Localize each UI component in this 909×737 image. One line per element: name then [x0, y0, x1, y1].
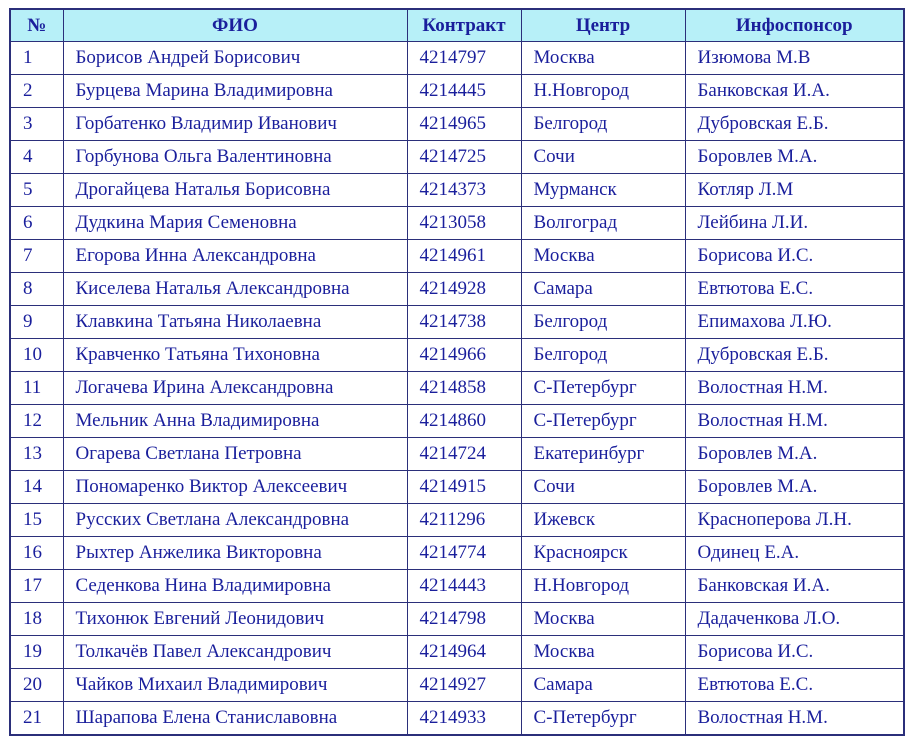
cell-contract: 4214928: [407, 273, 521, 306]
cell-fio: Егорова Инна Александровна: [63, 240, 407, 273]
table-row: [10, 42, 904, 75]
cell-fio: Мельник Анна Владимировна: [63, 405, 407, 438]
table-row: [10, 636, 904, 669]
cell-contract: 4213058: [407, 207, 521, 240]
table-row: [10, 669, 904, 702]
cell-sponsor: Одинец Е.А.: [685, 537, 904, 570]
table-row: [10, 570, 904, 603]
cell-fio: Чайков Михаил Владимирович: [63, 669, 407, 702]
cell-contract: 4211296: [407, 504, 521, 537]
cell-center: Самара: [521, 273, 685, 306]
cell-contract: 4214966: [407, 339, 521, 372]
cell-num: 2: [10, 75, 63, 108]
cell-num: 12: [10, 405, 63, 438]
cell-center: Н.Новгород: [521, 75, 685, 108]
header-center: Центр: [521, 9, 685, 42]
cell-num: 21: [10, 702, 63, 736]
cell-center: Красноярск: [521, 537, 685, 570]
cell-fio: Киселева Наталья Александровна: [63, 273, 407, 306]
cell-sponsor: Боровлев М.А.: [685, 141, 904, 174]
cell-num: 17: [10, 570, 63, 603]
table-row: [10, 702, 904, 736]
cell-center: Н.Новгород: [521, 570, 685, 603]
cell-fio: Горбатенко Владимир Иванович: [63, 108, 407, 141]
cell-center: Москва: [521, 636, 685, 669]
cell-sponsor: Красноперова Л.Н.: [685, 504, 904, 537]
cell-center: Сочи: [521, 471, 685, 504]
header-contract: Контракт: [407, 9, 521, 42]
cell-contract: 4214915: [407, 471, 521, 504]
cell-fio: Бурцева Марина Владимировна: [63, 75, 407, 108]
cell-contract: 4214933: [407, 702, 521, 736]
cell-center: С-Петербург: [521, 405, 685, 438]
cell-sponsor: Волостная Н.М.: [685, 702, 904, 736]
cell-fio: Седенкова Нина Владимировна: [63, 570, 407, 603]
cell-contract: 4214774: [407, 537, 521, 570]
cell-contract: 4214798: [407, 603, 521, 636]
cell-sponsor: Дадаченкова Л.О.: [685, 603, 904, 636]
cell-sponsor: Дубровская Е.Б.: [685, 108, 904, 141]
table-row: [10, 537, 904, 570]
cell-fio: Русских Светлана Александровна: [63, 504, 407, 537]
table-row: [10, 174, 904, 207]
cell-fio: Огарева Светлана Петровна: [63, 438, 407, 471]
cell-num: 18: [10, 603, 63, 636]
cell-contract: 4214373: [407, 174, 521, 207]
header-num: №: [10, 9, 63, 42]
cell-contract: 4214965: [407, 108, 521, 141]
cell-contract: 4214964: [407, 636, 521, 669]
cell-center: Волгоград: [521, 207, 685, 240]
cell-sponsor: Волостная Н.М.: [685, 372, 904, 405]
cell-sponsor: Дубровская Е.Б.: [685, 339, 904, 372]
table-row: [10, 438, 904, 471]
cell-fio: Толкачёв Павел Александрович: [63, 636, 407, 669]
cell-center: Москва: [521, 603, 685, 636]
cell-contract: 4214858: [407, 372, 521, 405]
cell-center: Москва: [521, 42, 685, 75]
cell-center: Москва: [521, 240, 685, 273]
cell-contract: 4214724: [407, 438, 521, 471]
header-fio: ФИО: [63, 9, 407, 42]
cell-contract: 4214725: [407, 141, 521, 174]
cell-fio: Тихонюк Евгений Леонидович: [63, 603, 407, 636]
cell-fio: Кравченко Татьяна Тихоновна: [63, 339, 407, 372]
cell-sponsor: Борисова И.С.: [685, 240, 904, 273]
cell-num: 19: [10, 636, 63, 669]
cell-num: 1: [10, 42, 63, 75]
header-sponsor: Инфоспонсор: [685, 9, 904, 42]
table-header: [10, 9, 904, 42]
cell-sponsor: Лейбина Л.И.: [685, 207, 904, 240]
cell-contract: 4214445: [407, 75, 521, 108]
cell-contract: 4214860: [407, 405, 521, 438]
table-row: [10, 372, 904, 405]
cell-num: 7: [10, 240, 63, 273]
cell-contract: 4214961: [407, 240, 521, 273]
cell-sponsor: Епимахова Л.Ю.: [685, 306, 904, 339]
table-row: [10, 339, 904, 372]
cell-sponsor: Изюмова М.В: [685, 42, 904, 75]
table-row: [10, 306, 904, 339]
cell-center: С-Петербург: [521, 372, 685, 405]
table-row: [10, 603, 904, 636]
cell-center: Самара: [521, 669, 685, 702]
cell-center: Мурманск: [521, 174, 685, 207]
cell-contract: 4214797: [407, 42, 521, 75]
cell-fio: Рыхтер Анжелика Викторовна: [63, 537, 407, 570]
cell-num: 13: [10, 438, 63, 471]
cell-fio: Дрогайцева Наталья Борисовна: [63, 174, 407, 207]
cell-fio: Борисов Андрей Борисович: [63, 42, 407, 75]
cell-center: Сочи: [521, 141, 685, 174]
cell-contract: 4214927: [407, 669, 521, 702]
cell-sponsor: Борисова И.С.: [685, 636, 904, 669]
cell-num: 9: [10, 306, 63, 339]
cell-center: Белгород: [521, 339, 685, 372]
cell-sponsor: Котляр Л.М: [685, 174, 904, 207]
participants-table: [9, 8, 905, 736]
cell-fio: Дудкина Мария Семеновна: [63, 207, 407, 240]
cell-fio: Шарапова Елена Станиславовна: [63, 702, 407, 736]
cell-center: Ижевск: [521, 504, 685, 537]
cell-sponsor: Евтютова Е.С.: [685, 273, 904, 306]
cell-center: Екатеринбург: [521, 438, 685, 471]
header-row: [10, 9, 904, 42]
cell-center: Белгород: [521, 108, 685, 141]
cell-num: 5: [10, 174, 63, 207]
cell-sponsor: Евтютова Е.С.: [685, 669, 904, 702]
cell-center: С-Петербург: [521, 702, 685, 736]
cell-num: 11: [10, 372, 63, 405]
cell-sponsor: Волостная Н.М.: [685, 405, 904, 438]
cell-sponsor: Боровлев М.А.: [685, 471, 904, 504]
cell-num: 3: [10, 108, 63, 141]
table-row: [10, 504, 904, 537]
table-row: [10, 240, 904, 273]
cell-fio: Логачева Ирина Александровна: [63, 372, 407, 405]
cell-center: Белгород: [521, 306, 685, 339]
cell-num: 14: [10, 471, 63, 504]
cell-num: 8: [10, 273, 63, 306]
table-row: [10, 75, 904, 108]
table-body: [10, 42, 904, 736]
cell-num: 6: [10, 207, 63, 240]
cell-num: 15: [10, 504, 63, 537]
cell-num: 20: [10, 669, 63, 702]
cell-sponsor: Банковская И.А.: [685, 570, 904, 603]
table-row: [10, 141, 904, 174]
table-row: [10, 405, 904, 438]
table-row: [10, 108, 904, 141]
cell-sponsor: Банковская И.А.: [685, 75, 904, 108]
cell-fio: Пономаренко Виктор Алексеевич: [63, 471, 407, 504]
cell-contract: 4214738: [407, 306, 521, 339]
table-row: [10, 273, 904, 306]
cell-sponsor: Боровлев М.А.: [685, 438, 904, 471]
table-row: [10, 471, 904, 504]
cell-num: 4: [10, 141, 63, 174]
table-row: [10, 207, 904, 240]
cell-contract: 4214443: [407, 570, 521, 603]
cell-num: 10: [10, 339, 63, 372]
cell-num: 16: [10, 537, 63, 570]
cell-fio: Горбунова Ольга Валентиновна: [63, 141, 407, 174]
cell-fio: Клавкина Татьяна Николаевна: [63, 306, 407, 339]
